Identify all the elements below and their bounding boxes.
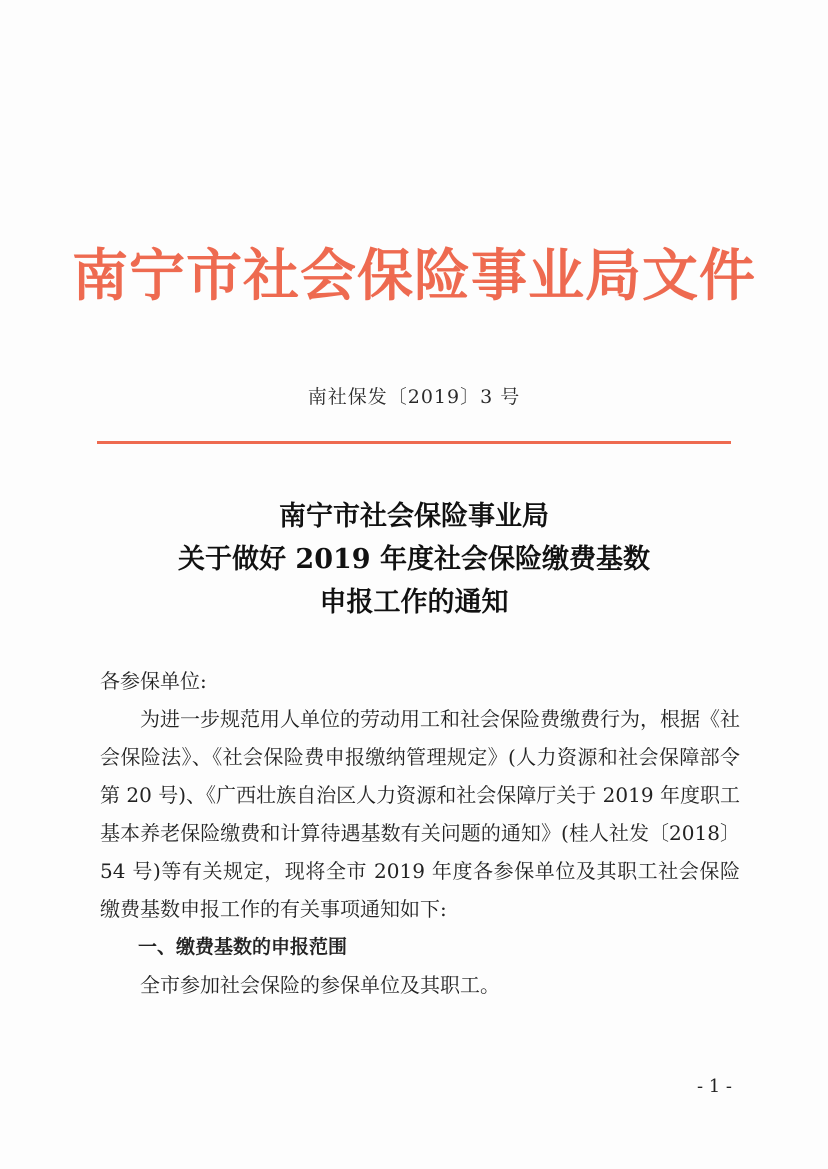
page-number: - 1 - (696, 1076, 732, 1097)
document-body (100, 662, 740, 1004)
red-divider-line (97, 441, 731, 444)
title-line-2: 关于做好 2019 年度社会保险缴费基数 (178, 544, 650, 575)
document-number: 南社保发〔2019〕3 号 (307, 386, 521, 408)
intro-paragraph: 为进一步规范用人单位的劳动用工和社会保险费缴费行为，根据《社会保险法》、《社会保险费申报缴纳管理规定》(人力资源和社会保障部令第 20 号)、《广西壮族自治区人力资源和社会保障厅关于 2019 年度职工基本养老保险缴费和计算待遇基数有关问题的通知》(桂人社发〔2018〕54 号)等有关规定，现将全市 2019 年度各参保单位及其职工社会保险缴费基数申报工作的有关事项通知如下: (100, 707, 740, 921)
section-1-text: 全市参加社会保险的参保单位及其职工。 (140, 973, 500, 997)
salutation: 各参保单位: (100, 669, 207, 693)
issuer-masthead: 南宁市社会保险事业局文件 (72, 244, 756, 309)
section-1-heading: 一、缴费基数的申报范围 (138, 936, 348, 958)
title-line-3: 申报工作的通知 (319, 587, 509, 618)
title-line-1: 南宁市社会保险事业局 (279, 501, 549, 532)
document-title (0, 495, 828, 624)
